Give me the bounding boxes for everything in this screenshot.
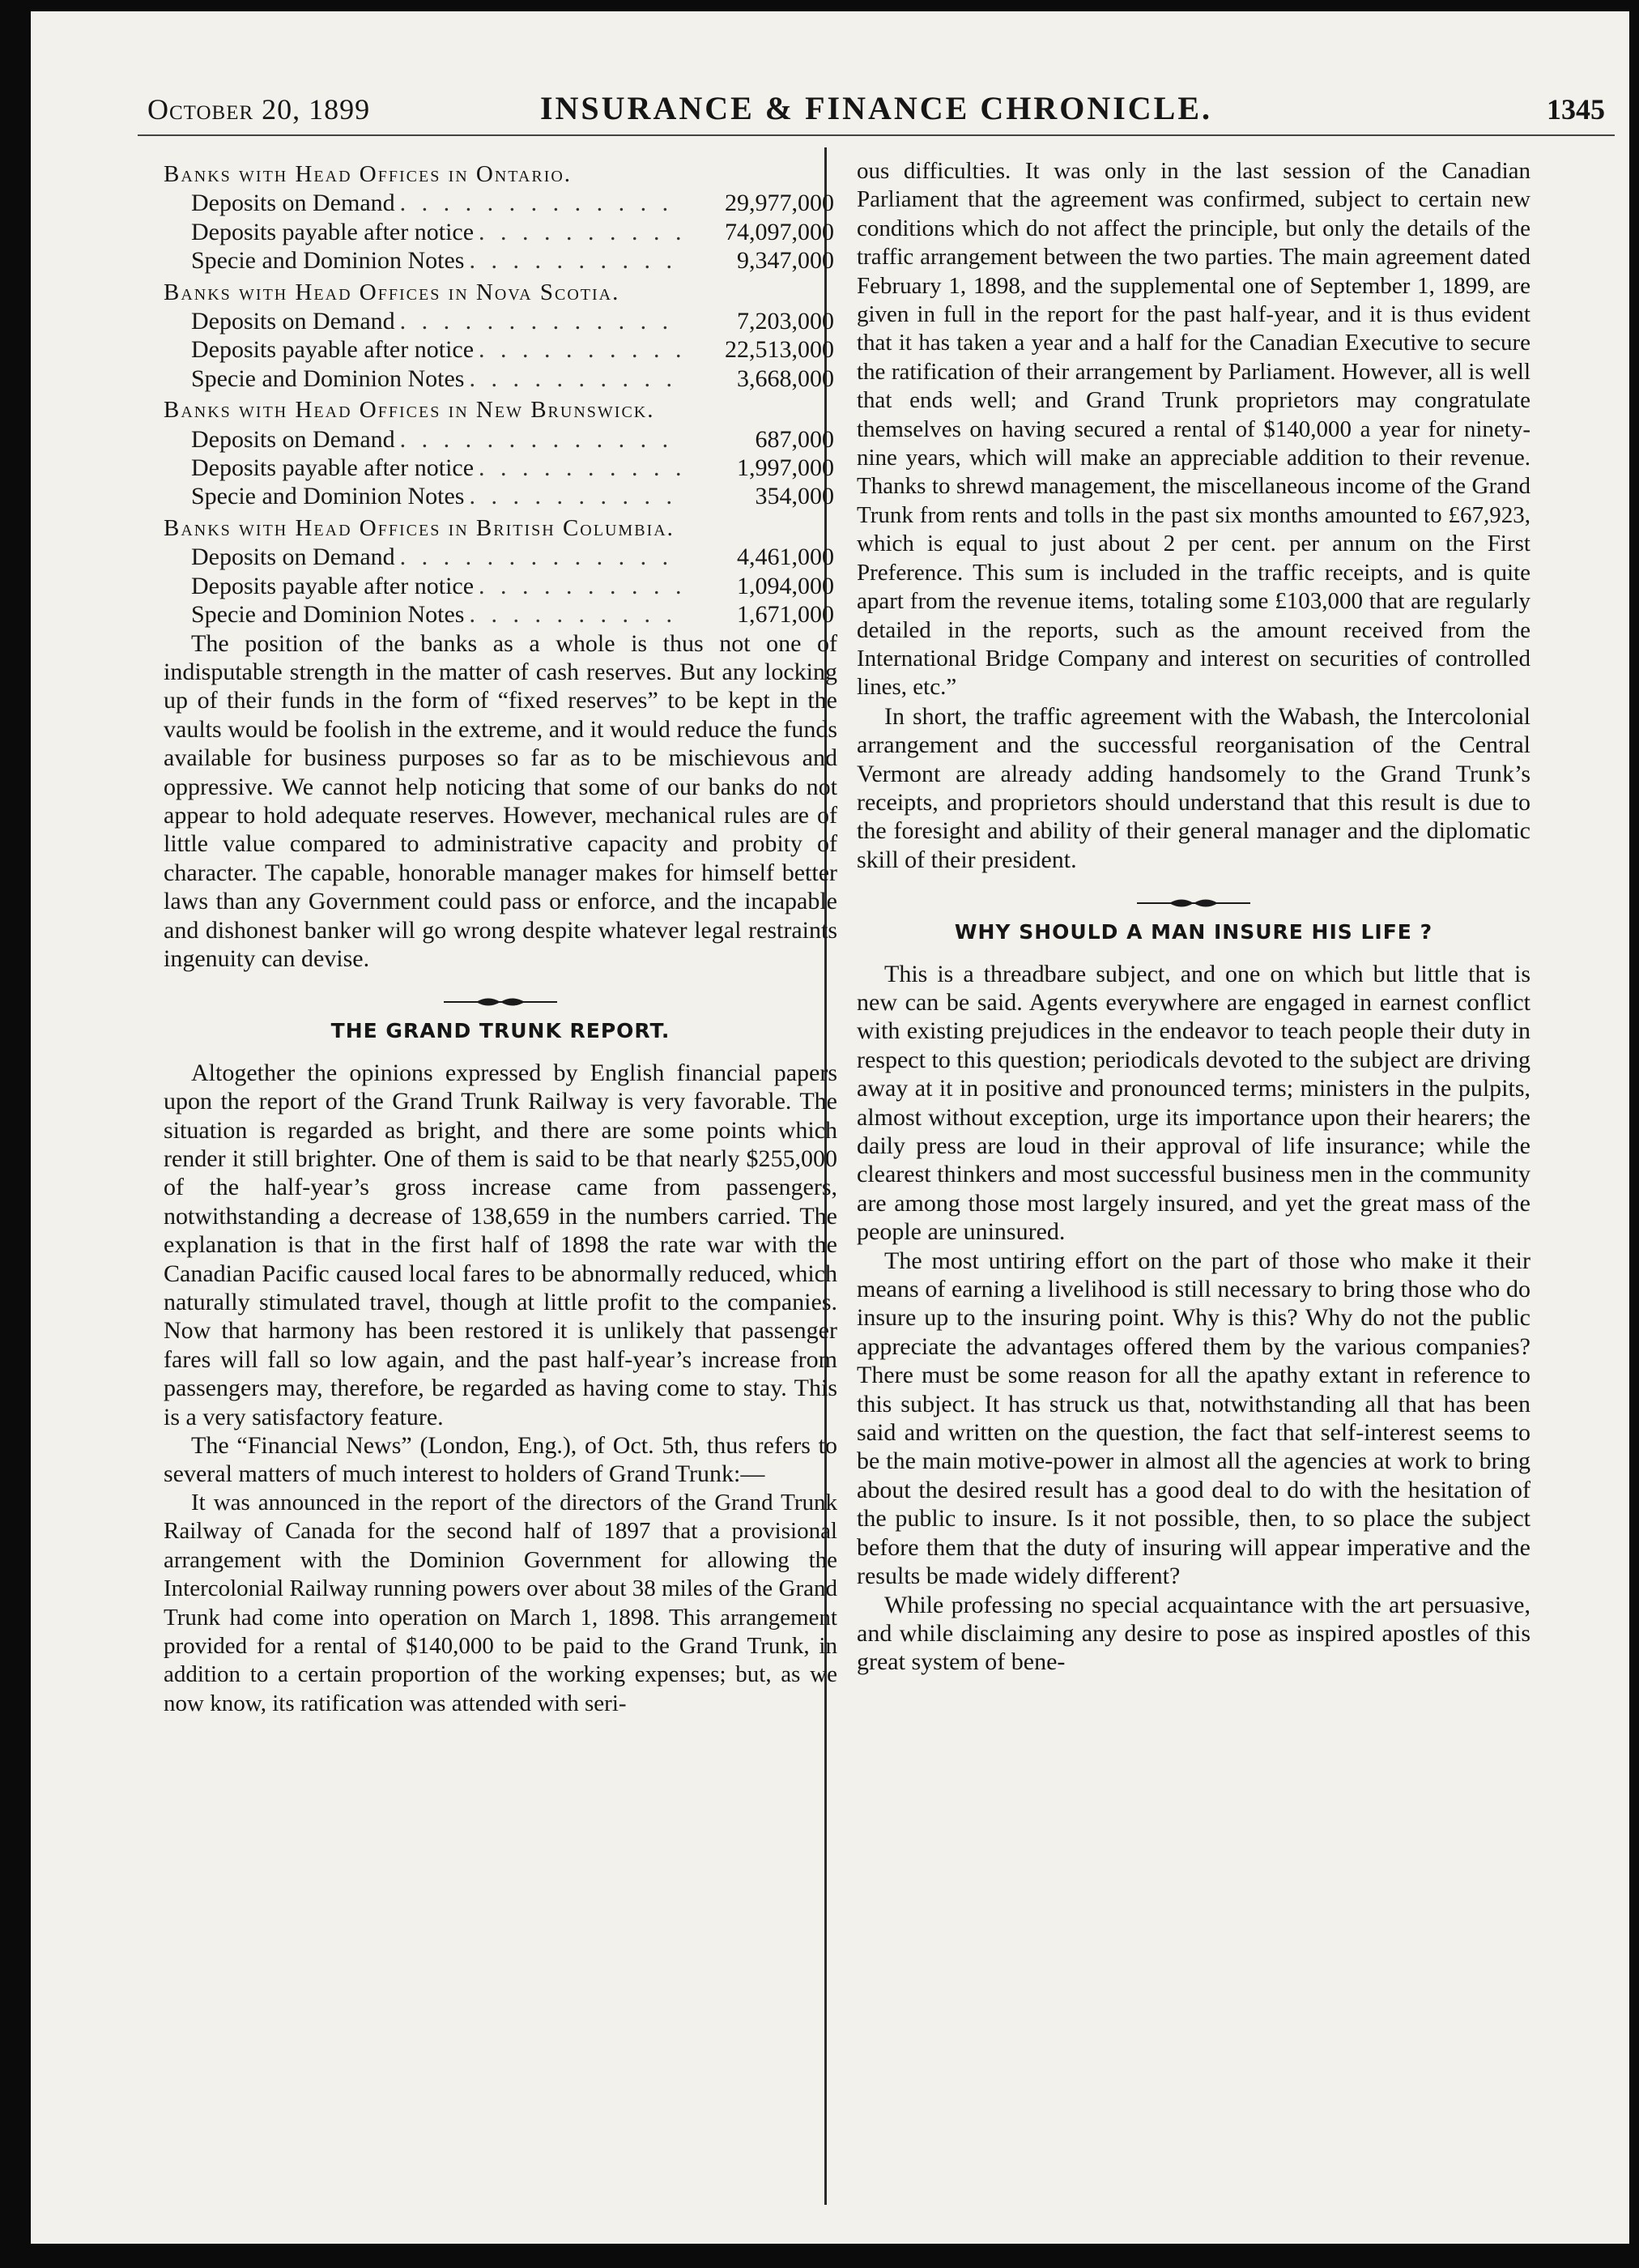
insure-life-paragraph-1: This is a threadbare subject, and one on which but little that is new can be said. Agents everywhere are engaged in earnest conflict with existing prejudices in the endeavor to teach people their duty in respect to this question; periodicals devoted to the subject are driving away at it in positive and pronounced terms; ministers in the pulpits, almost without exception, urge its importance upon their hearers; the daily press are loud in their approval of life insurance; while the clearest thinkers and most successful business men in the community are among those most largely insured, and yet the great mass of the people are uninsured. <box>857 960 1530 1246</box>
bank-row <box>164 364 837 393</box>
bank-row <box>164 482 837 510</box>
leader-dots <box>464 600 680 629</box>
bank-row-value: 3,668,000 <box>737 364 834 392</box>
bank-row-value: 1,671,000 <box>737 601 834 629</box>
bank-row-label: Specie and Dominion Notes <box>191 601 465 629</box>
bank-section-british-columbia <box>164 514 837 629</box>
bank-row <box>164 572 837 600</box>
leader-dots <box>395 425 680 454</box>
bank-row <box>164 189 837 217</box>
bank-row-label: Specie and Dominion Notes <box>191 364 465 392</box>
bank-row-label: Deposits on Demand <box>191 190 395 217</box>
left-column <box>164 157 837 1718</box>
bank-row-label: Deposits payable after notice <box>191 454 475 482</box>
bank-row-label: Deposits payable after notice <box>191 218 475 245</box>
insure-life-paragraph-2: The most untiring effort on the part of those who make it their means of earning a livelihood is still necessary to bring those who do insure up to the insuring point. Why is this? Why do not the public appreciate the advantages offered them by the various companies? There must be some reason for all the apathy extant in reference to this subject. It has struck us that, notwithstanding all that has been said and written on the question, the fact that self-interest seems to be the main motive-power in almost all the agencies at work to bring about the desired result has a good deal to do with the hesitation of the public to insure. Is it not possible, then, to so place the subject before them that the duty of insuring will appear imperative and the results be made widely different? <box>857 1247 1530 1590</box>
header-date: October 20, 1899 <box>147 93 371 126</box>
bank-row-value: 687,000 <box>755 425 834 453</box>
bank-row-value: 22,513,000 <box>725 336 834 364</box>
leader-dots <box>464 246 680 275</box>
right-column <box>857 157 1530 1677</box>
bank-row-value: 1,094,000 <box>737 572 834 599</box>
leader-dots <box>474 572 680 600</box>
bank-row <box>164 425 837 454</box>
leader-dots <box>474 454 680 482</box>
leader-dots <box>395 543 680 571</box>
quote-paragraph: It was announced in the report of the directors of the Grand Trunk Railway of Canada for the second half of 1897 that a provisional arrangement with the Dominion Government for allowing the Intercolonial Railway running powers over about 38 miles of the Grand Trunk had come into operation on March 1, 1898. This arrangement provided for a rental of $140,000 to be paid to the Grand Trunk, in addition to a certain proportion of the working expenses; but, as we now know, its ratification was attended with seri- <box>164 1489 837 1716</box>
bank-row-label: Deposits payable after notice <box>191 572 475 599</box>
bank-row <box>164 335 837 364</box>
header-page-number: 1345 <box>1547 93 1605 126</box>
bank-row <box>164 246 837 275</box>
quote-continuation: ous difficulties. It was only in the last session of the Canadian Parliament that the agreement was confirmed, subject to certain new conditions which do not affect the principle, but only the details of the traffic arrangement between the two parties. The main agreement dated February 1, 1898, and the supplemental one of September 1, 1899, are given in full in the report for the past half-year, and it is thus evident that it has taken a year and a half for the Canadian Executive to secure the ratification of their arrangement by Parliament. However, all is well that ends well; and Grand Trunk proprietors may congratulate themselves on having secured a rental of $140,000 a year for ninety-nine years, which will make an appreciable addition to their revenue. Thanks to shrewd management, the miscellaneous income of the Grand Trunk from rents and tolls in the past six months amounted to £67,923, which is equal to just about 2 per cent. per annum on the First Preference. This sum is included in the traffic receipts, and is quite apart from the revenue items, totaling some £103,000 that are regularly detailed in the reports, such as the amount received from the International Bridge Company and interest on securities of controlled lines, etc.” <box>857 158 1530 701</box>
leader-dots <box>464 364 680 393</box>
insure-life-paragraph-3: While professing no special acquaintance with the art persuasive, and while disclaiming any desire to pose as inspired apostles of this great system of bene- <box>857 1591 1530 1676</box>
bank-section-heading: Banks with Head Offices in New Brunswick. <box>164 397 655 424</box>
leader-dots <box>464 482 680 510</box>
bank-row-value: 9,347,000 <box>737 247 834 275</box>
grand-trunk-paragraph-2: The “Financial News” (London, Eng.), of Oct. 5th, thus refers to several matters of much interest to holders of Grand Trunk:— <box>164 1432 837 1488</box>
insure-life-heading: WHY SHOULD A MAN INSURE HIS LIFE ? <box>954 920 1433 944</box>
bank-row-value: 354,000 <box>755 483 834 510</box>
ornament-divider-icon <box>1137 895 1250 911</box>
bank-row-label: Deposits on Demand <box>191 308 395 335</box>
bank-row-label: Deposits on Demand <box>191 425 395 453</box>
bank-section-ontario <box>164 160 837 275</box>
grand-trunk-heading: THE GRAND TRUNK REPORT. <box>330 1019 670 1043</box>
bank-section-heading: Banks with Head Offices in Nova Scotia. <box>164 279 620 305</box>
bank-row-label: Specie and Dominion Notes <box>191 247 465 275</box>
financial-news-quote-continued <box>857 157 1530 702</box>
bank-section-nova-scotia <box>164 279 837 394</box>
bank-row <box>164 307 837 335</box>
bank-section-heading: Banks with Head Offices in British Columbia. <box>164 514 675 541</box>
grand-trunk-paragraph-1: Altogether the opinions expressed by English financial papers upon the report of the Grand Trunk Railway is very favorable. The situation is regarded as bright, and there are some points which render it still brighter. One of them is said to be that nearly $255,000 of the half-year’s gross increase came from passengers, notwithstanding a decrease of 138,659 in the numbers carried. The explanation is that in the first half of 1898 the rate war with the Canadian Pacific caused local fares to be abnormally reduced, which naturally stimulated travel, though at little profit to the companies. Now that harmony has been restored it is unlikely that passenger fares will fall so low again, and the past half-year’s increase from passengers may, therefore, be regarded as having come to stay. This is a very satisfactory feature. <box>164 1059 837 1430</box>
leader-dots <box>474 335 680 364</box>
bank-row <box>164 218 837 246</box>
bank-row <box>164 454 837 482</box>
financial-news-quote <box>164 1489 837 1718</box>
leader-dots <box>395 307 680 335</box>
bank-section-new-brunswick <box>164 396 837 511</box>
in-short-paragraph: In short, the traffic agreement with the Wabash, the Intercolonial arrangement and the successful reorganisation of the Central Vermont are already adding handsomely to the Grand Trunk’s receipts, and proprietors should understand that this result is due to the foresight and ability of their general manager and the diplomatic skill of their president. <box>857 702 1530 873</box>
bank-row <box>164 600 837 629</box>
header-title: INSURANCE & FINANCE CHRONICLE. <box>539 90 1213 126</box>
bank-row <box>164 543 837 571</box>
bank-row-label: Specie and Dominion Notes <box>191 483 465 510</box>
leader-dots <box>395 189 680 217</box>
bank-section-heading: Banks with Head Offices in Ontario. <box>164 161 573 187</box>
bank-row-value: 4,461,000 <box>737 544 834 571</box>
newspaper-page <box>31 11 1629 2244</box>
bank-row-label: Deposits on Demand <box>191 544 395 571</box>
bank-reserves-paragraph: The position of the banks as a whole is thus not one of indisputable strength in the matter of cash reserves. But any locking up of their funds in the form of “fixed reserves” to be kept in the vaults would be foolish in the extreme, and it would reduce the funds available for business purposes so far as to be mischievous and oppressive. We cannot help noticing that some of our banks do not appear to hold adequate reserves. However, mechanical rules are of little value compared to administrative capacity and probity of character. The capable, honorable manager makes for himself better laws than any Government could pass or enforce, and the incapable and dishonest banker will go wrong despite whatever legal restraints ingenuity can devise. <box>164 629 837 972</box>
bank-row-value: 1,997,000 <box>737 454 834 482</box>
bank-row-label: Deposits payable after notice <box>191 336 475 364</box>
page-header <box>138 78 1615 136</box>
bank-row-value: 29,977,000 <box>725 190 834 217</box>
bank-row-value: 7,203,000 <box>737 308 834 335</box>
leader-dots <box>474 218 680 246</box>
bank-row-value: 74,097,000 <box>725 218 834 245</box>
ornament-divider-icon <box>444 994 557 1010</box>
